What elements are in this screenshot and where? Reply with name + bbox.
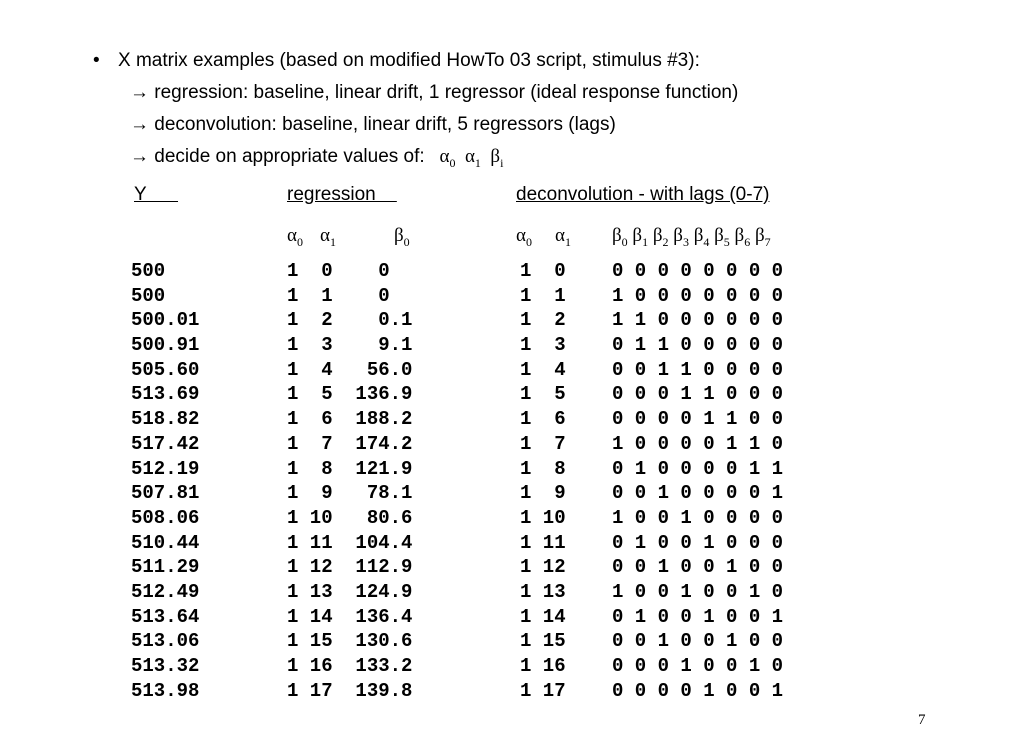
header-deconvolution: deconvolution - with lags (0-7): [516, 184, 770, 205]
regression-note: → regression: baseline, linear drift, 1 regressor (ideal response function): [130, 82, 739, 103]
beta5: $\beta_5$: [714, 225, 730, 249]
beta7: $\beta_7$: [754, 225, 771, 249]
deconv-beta-row: 1 0 0 1 0 0 1 0: [612, 580, 784, 603]
y-value-cell: 508.06: [131, 506, 200, 529]
y-value-cell: 500: [131, 284, 166, 307]
regression-row: 1 2 0.1: [287, 309, 413, 332]
deconv-alpha-row: 1 5: [520, 383, 566, 406]
deconv-beta-symbols: [612, 225, 771, 250]
deconv-alpha-row: 1 4: [520, 358, 566, 381]
deconv-alpha-row: 1 11: [520, 531, 566, 554]
y-value-cell: 513.98: [131, 679, 200, 702]
y-value-cell: 512.49: [131, 580, 200, 603]
deconv-beta-row: 0 1 0 0 1 0 0 0: [612, 531, 784, 554]
page-number: 7: [918, 712, 926, 728]
regression-beta0: $\beta_0$: [394, 225, 410, 249]
header-regression: regression: [287, 184, 397, 205]
regression-row: 1 6 188.2: [287, 408, 413, 431]
deconv-beta-row: 0 0 0 1 1 0 0 0: [612, 383, 784, 406]
alpha0-symbol: $\alpha_0$: [439, 146, 456, 170]
deconv-beta-row: 0 0 0 1 0 0 1 0: [612, 655, 784, 677]
deconv-beta-row: 0 1 0 0 1 0 0 1: [612, 605, 784, 628]
deconv-alpha-row: 1 13: [520, 580, 566, 603]
regression-alpha1: $\alpha_1$: [320, 225, 336, 249]
deconv-beta-row: 1 1 0 0 0 0 0 0: [612, 309, 784, 332]
deconv-alpha0: $\alpha_0$: [516, 225, 532, 249]
deconv-alpha-row: 1 2: [520, 309, 566, 332]
deconv-beta-row: 0 0 0 0 1 0 0 1: [612, 679, 784, 702]
regression-row: 1 16 133.2: [287, 655, 413, 677]
deconv-beta-row: 0 0 1 1 0 0 0 0: [612, 358, 784, 381]
y-value-cell: 507.81: [131, 482, 200, 505]
regression-row: 1 10 80.6: [287, 506, 413, 529]
decide-values-note: [130, 146, 503, 171]
beta4: $\beta_4$: [693, 225, 710, 249]
regression-row: 1 13 124.9: [287, 580, 413, 603]
deconv-beta-row: 0 1 1 0 0 0 0 0: [612, 334, 784, 357]
deconv-alpha-row: 1 3: [520, 334, 566, 357]
y-value-cell: 510.44: [131, 531, 200, 554]
deconv-beta-row: 0 0 0 0 1 1 0 0: [612, 408, 784, 431]
deconv-alpha-row: 1 6: [520, 408, 566, 431]
regression-column: [287, 259, 412, 703]
regression-row: 1 14 136.4: [287, 605, 413, 628]
beta1: $\beta_1$: [632, 225, 649, 249]
deconv-alpha-row: 1 15: [520, 630, 566, 653]
beta-i-symbol: $\beta_i$: [490, 146, 504, 170]
y-value-cell: 513.64: [131, 605, 200, 628]
deconv-beta-row: 0 0 0 0 0 0 0 0: [612, 260, 784, 282]
deconv-alpha-row: 1 1: [520, 284, 566, 307]
deconv-alpha-row: 1 16: [520, 655, 566, 677]
y-value-cell: 512.19: [131, 457, 200, 480]
y-value-cell: 511.29: [131, 556, 200, 579]
deconv-beta-row: 0 1 0 0 0 0 1 1: [612, 457, 784, 480]
slide-heading: X matrix examples (based on modified HowTo 03 script, stimulus #3):: [118, 50, 700, 71]
regression-row: 1 0 0: [287, 260, 413, 282]
deconv-beta-row: 1 0 0 0 0 1 1 0: [612, 432, 784, 455]
beta0: $\beta_0$: [612, 225, 628, 249]
y-value-cell: 517.42: [131, 432, 200, 455]
y-value-cell: 500.01: [131, 309, 200, 332]
deconv-beta-row: 0 0 1 0 0 0 0 1: [612, 482, 784, 505]
beta3: $\beta_3$: [673, 225, 689, 249]
regression-row: 1 7 174.2: [287, 432, 413, 455]
deconv-alpha-row: 1 8: [520, 457, 566, 480]
regression-row: 1 4 56.0: [287, 358, 413, 381]
beta6: $\beta_6$: [734, 225, 751, 249]
header-y: Y: [134, 184, 179, 205]
deconv-alpha-column: [520, 259, 566, 703]
deconv-beta-row: 0 0 1 0 0 1 0 0: [612, 630, 784, 653]
y-column: [131, 259, 199, 703]
deconv-alpha-row: 1 0: [520, 260, 566, 282]
deconv-alpha1: $\alpha_1$: [555, 225, 571, 249]
decide-values-text: → decide on appropriate values of:: [130, 146, 425, 167]
deconv-beta-row: 0 0 1 0 0 1 0 0: [612, 556, 784, 579]
deconv-alpha-row: 1 12: [520, 556, 566, 579]
y-value-cell: 500: [131, 260, 166, 282]
regression-row: 1 15 130.6: [287, 630, 413, 653]
deconv-alpha-row: 1 17: [520, 679, 566, 702]
deconv-beta-row: 1 0 0 0 0 0 0 0: [612, 284, 784, 307]
deconv-alpha-row: 1 7: [520, 432, 566, 455]
beta2: $\beta_2$: [652, 225, 669, 249]
y-value-cell: 513.69: [131, 383, 200, 406]
regression-row: 1 17 139.8: [287, 679, 413, 702]
deconv-alpha-row: 1 10: [520, 506, 566, 529]
deconvolution-note: → deconvolution: baseline, linear drift, 5 regressors (lags): [130, 114, 616, 135]
deconv-beta-row: 1 0 0 1 0 0 0 0: [612, 506, 784, 529]
regression-row: 1 9 78.1: [287, 482, 413, 505]
alpha1-symbol: $\alpha_1$: [464, 146, 481, 170]
regression-row: 1 11 104.4: [287, 531, 413, 554]
regression-row: 1 1 0: [287, 284, 413, 307]
y-value-cell: 500.91: [131, 334, 200, 357]
deconv-alpha-row: 1 14: [520, 605, 566, 628]
y-value-cell: 513.06: [131, 630, 200, 653]
bullet-marker: •: [93, 50, 100, 71]
regression-alpha0: $\alpha_0$: [287, 225, 303, 249]
regression-row: 1 5 136.9: [287, 383, 413, 406]
y-value-cell: 518.82: [131, 408, 200, 431]
y-value-cell: 513.32: [131, 655, 200, 677]
regression-row: 1 12 112.9: [287, 556, 413, 579]
regression-row: 1 3 9.1: [287, 334, 413, 357]
param-symbols: [430, 146, 504, 170]
deconv-beta-column: [612, 259, 783, 703]
deconv-alpha-row: 1 9: [520, 482, 566, 505]
y-value-cell: 505.60: [131, 358, 200, 381]
regression-row: 1 8 121.9: [287, 457, 413, 480]
